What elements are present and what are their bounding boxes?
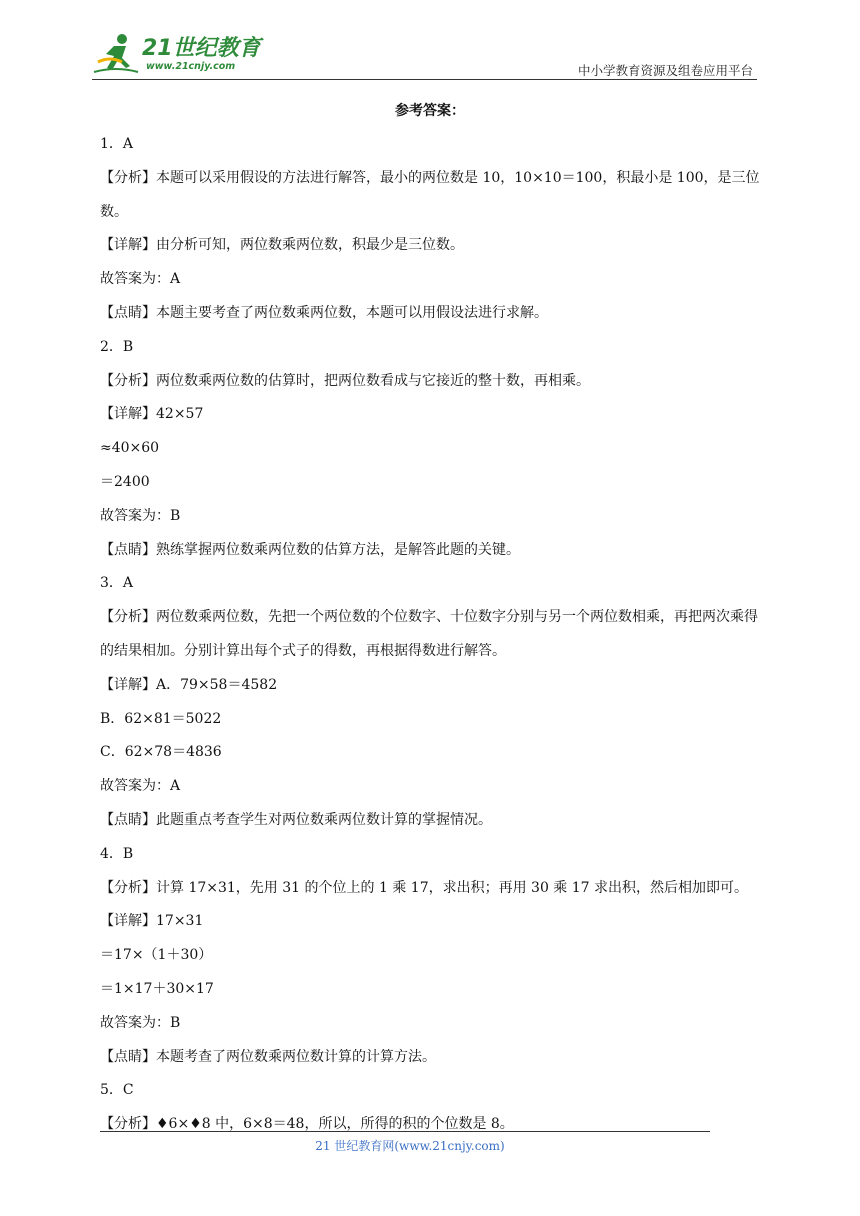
answer-line: 【分析】本题可以采用假设的方法进行解答，最小的两位数是 10，10×10＝100，积最小是 100，是三位数。 <box>100 169 760 220</box>
platform-label: 中小学教育资源及组卷应用平台 <box>577 63 753 78</box>
answer-line: 【详解】17×31 <box>100 913 204 930</box>
answer-line: 【分析】计算 17×31，先用 31 的个位上的 1 乘 17，求出积；再用 30 乘 17 求出积，然后相加即可。 <box>100 879 749 896</box>
answer-line: 5．C <box>100 1082 134 1099</box>
page-header <box>92 28 757 80</box>
answer-line: 【详解】由分析可知，两位数乘两位数，积最少是三位数。 <box>100 237 464 254</box>
answer-line: 2．B <box>100 338 134 355</box>
answer-line: 故答案为：A <box>100 271 181 288</box>
footer-divider <box>100 1131 710 1132</box>
answer-line: 3．A <box>100 575 134 592</box>
answer-line: ＝17×（1＋30） <box>100 947 213 964</box>
answer-line: ≈40×60 <box>100 440 160 457</box>
answer-line: 【分析】两位数乘两位数的估算时，把两位数看成与它接近的整十数，再相乘。 <box>100 372 590 389</box>
site-logo[interactable] <box>92 32 261 76</box>
answer-line: 4．B <box>100 845 134 862</box>
answer-body <box>100 128 765 1142</box>
answer-line: 故答案为：B <box>100 507 181 524</box>
answer-line: 【点睛】本题主要考查了两位数乘两位数，本题可以用假设法进行求解。 <box>100 304 548 321</box>
answer-title: 参考答案： <box>395 103 465 119</box>
logo-url: www.21cnjy.com <box>146 60 236 72</box>
answer-line: 1．A <box>100 136 134 152</box>
answer-line: 【点睛】熟练掌握两位数乘两位数的估算方法，是解答此题的关键。 <box>100 541 520 558</box>
answer-line: ＝2400 <box>100 473 150 490</box>
answer-line: 【点睛】此题重点考查学生对两位数乘两位数计算的掌握情况。 <box>100 811 492 828</box>
answer-line: C．62×78＝4836 <box>100 744 222 761</box>
answer-line: 【详解】A．79×58＝4582 <box>100 676 278 693</box>
answer-line: 故答案为：A <box>100 778 181 795</box>
answer-line: 【点睛】本题考查了两位数乘两位数计算的计算方法。 <box>100 1048 436 1065</box>
answer-line: 【分析】♦6×♦8 中，6×8＝48，所以，所得的积的个位数是 8。 <box>100 1116 514 1133</box>
answer-line: B．62×81＝5022 <box>100 710 222 727</box>
header-divider <box>92 79 757 80</box>
answer-line: ＝1×17＋30×17 <box>100 980 214 997</box>
answer-line: 【分析】两位数乘两位数，先把一个两位数的个位数字、十位数字分别与另一个两位数相乘，再把两次乘得的结果相加。分别计算出每个式子的得数，再根据得数进行解答。 <box>100 609 758 659</box>
runner-logo-icon <box>92 32 140 76</box>
answer-line: 【详解】42×57 <box>100 406 204 423</box>
answer-line: 故答案为：B <box>100 1014 181 1031</box>
logo-title: 21世纪教育 <box>142 35 261 61</box>
footer-link[interactable]: 21 世纪教育网(www.21cnjy.com) <box>315 1139 505 1153</box>
